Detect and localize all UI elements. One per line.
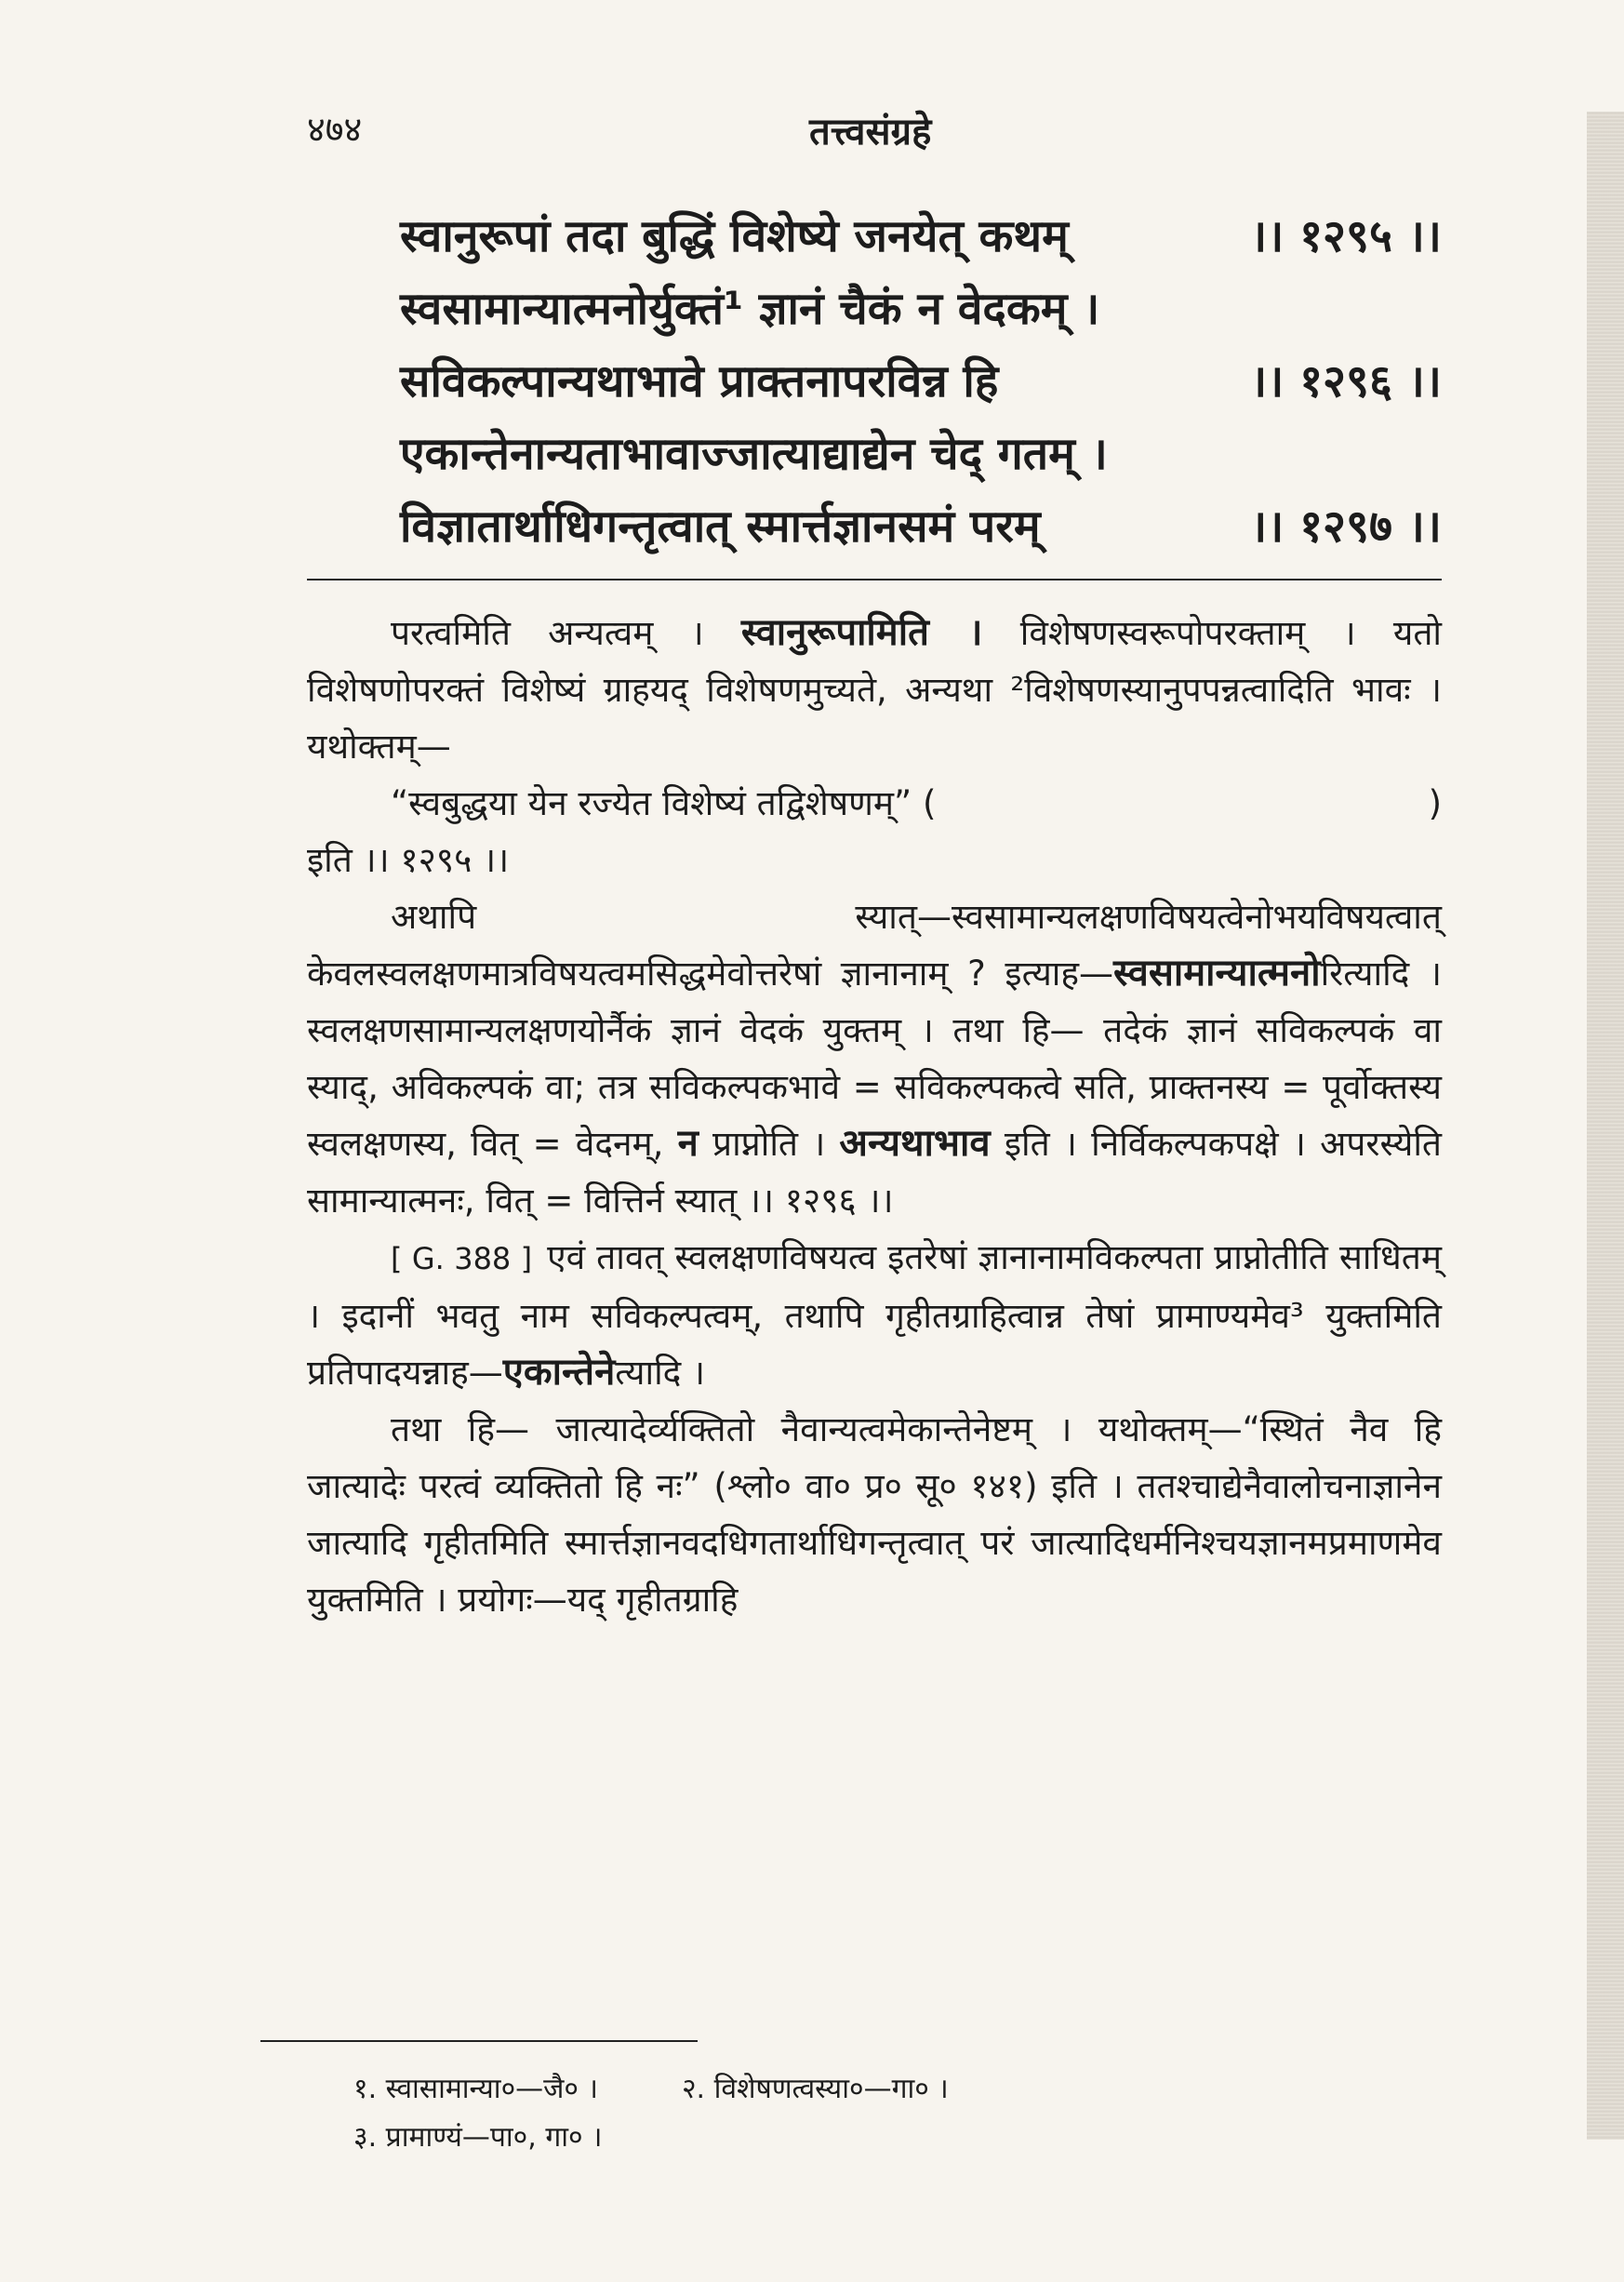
- lemma-bold: अन्यथाभाव: [839, 1122, 991, 1165]
- quotation-line: [307, 775, 1442, 832]
- commentary-text: रित्यादि । स्वलक्षणसामान्यलक्षणयोर्नैकं ज्ञानं वेदकं युक्तम् । तथा हि— तदेकं ज्ञानं सविकल्पकं वा स्याद्, अविकल्पकं वा; तत्र सविकल्पकभावे = सविकल्पकत्वे सति, प्राक्तनस्य = पूर्वोक्तस्य स्वलक्षणस्य, वित् = वेदनम्,: [307, 954, 1442, 1164]
- commentary-paragraph: [307, 888, 1442, 1229]
- commentary-paragraph: [307, 1401, 1442, 1628]
- commentary-text: विशेषणस्वरूपोपरक्ताम् । यतो विशेषणोपरक्तं विशेष्यं ग्राहयद् विशेषणमुच्यते, अन्यथा ²विशेषणस्यानुपपन्नत्वादिति भावः । यथोक्तम्—: [307, 613, 1442, 767]
- commentary-text: परत्वमिति अन्यत्वम् ।: [391, 613, 704, 653]
- verse-text: सविकल्पान्यथाभावे प्राक्तनापरविन्न हि: [400, 355, 999, 407]
- commentary-text: त्यादि ।: [615, 1353, 706, 1393]
- verse-number: ।। १२९६ ।।: [1249, 355, 1442, 407]
- verse-text: स्वसामान्यात्मनोर्युक्तं¹ ज्ञानं चैकं न वेदकम् ।: [400, 283, 1100, 335]
- footnote: ३. प्रामाण्यं—पा०, गा० ।: [353, 2121, 603, 2154]
- commentary-text: अथापि स्यात्—स्वसामान्यलक्षणविषयत्वेनोभयविषयत्वात् केवलस्वलक्षणमात्रविषयत्वमसिद्धमेवोत्तरेषां ज्ञानानाम् ? इत्याह—: [307, 897, 1442, 994]
- commentary-text: प्राप्नोति ।: [712, 1124, 826, 1164]
- footnote-row: [353, 2065, 1284, 2114]
- verse-line: [400, 273, 1442, 345]
- verse-block: [400, 200, 1442, 563]
- footnote: २. विशेषणत्वस्या०—गा० ।: [681, 2073, 949, 2105]
- verse-line: [400, 418, 1442, 490]
- verse-line: [400, 345, 1442, 418]
- verse-number: ।। १२९५ ।।: [1249, 210, 1442, 262]
- lemma-bold: न: [677, 1122, 699, 1165]
- verse-line: [400, 490, 1442, 563]
- verse-end-marker: [307, 832, 1442, 888]
- commentary-text: अपरस्येति: [1320, 1124, 1443, 1164]
- verse-line: [400, 200, 1442, 273]
- commentary-text: एवं तावत् स्वलक्षणविषयत्व इतरेषां ज्ञानानामविकल्पता प्राप्नोतीति साधितम् । इदानीं भवतु नाम सविकल्पत्वम्, तथापि गृहीतग्राहित्वान्न तेषां प्रामाण्यमेव³ युक्तमिति प्रतिपादयन्नाह—: [307, 1237, 1442, 1393]
- footnote-divider: [260, 2040, 698, 2042]
- verse-number: ।। १२९७ ।।: [1249, 500, 1442, 553]
- footnote: १. स्वासामान्या०—जै० ।: [353, 2073, 598, 2105]
- commentary-text: तथा हि— जात्यादेर्व्यक्तितो नैवान्यत्वमेकान्तेनेष्टम् । यथोक्तम्—“स्थितं नैव हि जात्यादेः परत्वं व्यक्तितो हि नः” (श्लो० वा० प्र० सू० १४१) इति । ततश्चाद्येनैवालोचनाज्ञानेन जात्यादि गृहीतमिति स्मार्त्तज्ञानवदधिगतार्थाधिगन्तृत्वात् परं जात्यादिधर्मनिश्चयज्ञानमप्रमाणमेव युक्तमिति । प्रयोगः—यद् गृहीतग्राहि: [307, 1409, 1442, 1620]
- binding-edge: [1587, 112, 1624, 2140]
- commentary-paragraph: [307, 1229, 1442, 1401]
- commentary-text: इति ।। १२९५ ।।: [307, 840, 510, 880]
- footnotes: [353, 2065, 1284, 2162]
- commentary-block: [307, 605, 1442, 1628]
- footnote-row: [353, 2114, 1284, 2162]
- page-number: ४७४: [307, 109, 363, 150]
- lemma-bold: स्वसामान्यात्मनो: [1113, 952, 1321, 994]
- verse-text: स्वानुरूपां तदा बुद्धिं विशेष्ये जनयेत् कथम्: [400, 210, 1069, 262]
- verse-divider: [307, 579, 1442, 581]
- edition-page-ref: [ G. 388 ]: [391, 1241, 533, 1276]
- page-header: [307, 104, 1442, 169]
- lemma-bold: स्वानुरूपामिति ।: [740, 611, 983, 654]
- lemma-bold: एकान्तेने: [502, 1351, 616, 1394]
- quotation-text: “स्वबुद्धया येन रज्येत विशेष्यं तद्विशेषणम्” (: [391, 783, 937, 823]
- commentary-paragraph: [307, 605, 1442, 775]
- verse-text: विज्ञातार्थाधिगन्तृत्वात् स्मार्त्तज्ञानसमं परम्: [400, 500, 1041, 553]
- running-title: तत्त्वसंग्रहे: [809, 111, 932, 153]
- commentary-text: सामान्यात्मनः, वित् = वित्तिर्न स्यात् ।। १२९६ ।।: [307, 1181, 894, 1221]
- verse-text: एकान्तेनान्यताभावाज्जात्याद्याद्येन चेद् गतम् ।: [400, 428, 1108, 480]
- commentary-text: इति । निर्विकल्पकपक्षे ।: [1004, 1124, 1306, 1164]
- quotation-close: ): [1428, 783, 1442, 823]
